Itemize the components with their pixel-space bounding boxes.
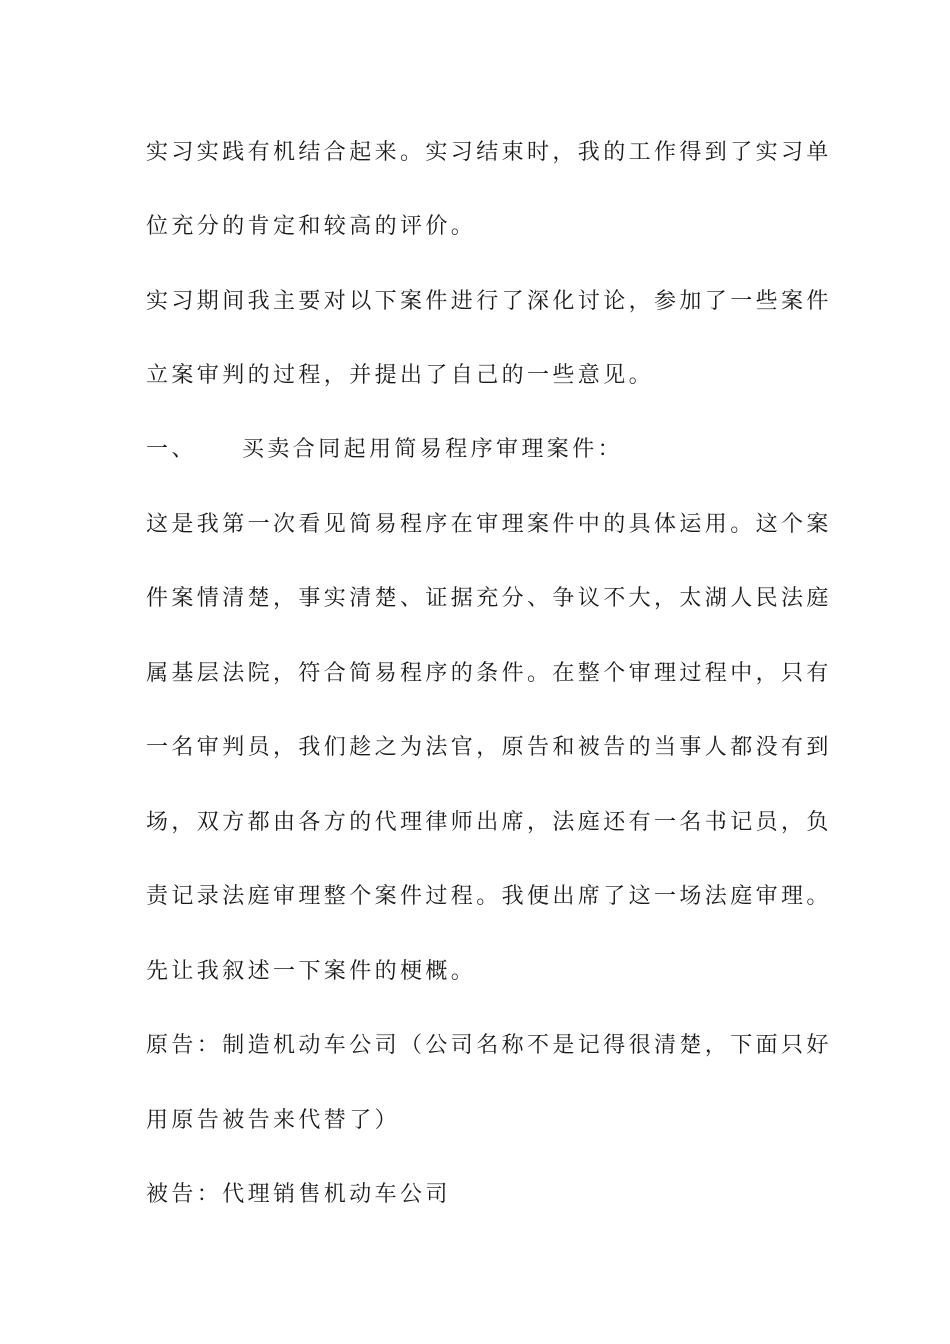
body-text-line: 先让我叙述一下案件的梗概。 xyxy=(146,959,477,984)
body-text-line: 场，双方都由各方的代理律师出席，法庭还有一名书记员，负 xyxy=(146,810,832,835)
body-text-line: 实习实践有机结合起来。实习结束时，我的工作得到了实习单 xyxy=(146,140,832,165)
body-text-line: 立案审判的过程，并提出了自己的一些意见。 xyxy=(146,363,655,388)
body-text-line: 原告：制造机动车公司（公司名称不是记得很清楚，下面只好 xyxy=(146,1033,832,1058)
body-text-line: 被告：代理销售机动车公司 xyxy=(146,1182,451,1207)
section-heading xyxy=(146,435,826,465)
body-text-line: 这是我第一次看见简易程序在审理案件中的具体运用。这个案 xyxy=(146,512,832,537)
body-text-line: 一名审判员，我们趁之为法官，原告和被告的当事人都没有到 xyxy=(146,735,832,760)
body-text-line: 实习期间我主要对以下案件进行了深化讨论，参加了一些案件 xyxy=(146,289,832,314)
body-text-line: 用原告被告来代替了） xyxy=(146,1108,401,1133)
section-title: 买卖合同起用简易程序审理案件： xyxy=(242,437,624,462)
body-text-line: 责记录法庭审理整个案件过程。我便出席了这一场法庭审理。 xyxy=(146,884,832,909)
body-text-line: 属基层法院，符合简易程序的条件。在整个审理过程中，只有 xyxy=(146,661,832,686)
body-text-line: 位充分的肯定和较高的评价。 xyxy=(146,214,477,239)
body-text-line: 件案情清楚，事实清楚、证据充分、争议不大，太湖人民法庭 xyxy=(146,586,832,611)
section-number: 一、 xyxy=(146,437,197,462)
